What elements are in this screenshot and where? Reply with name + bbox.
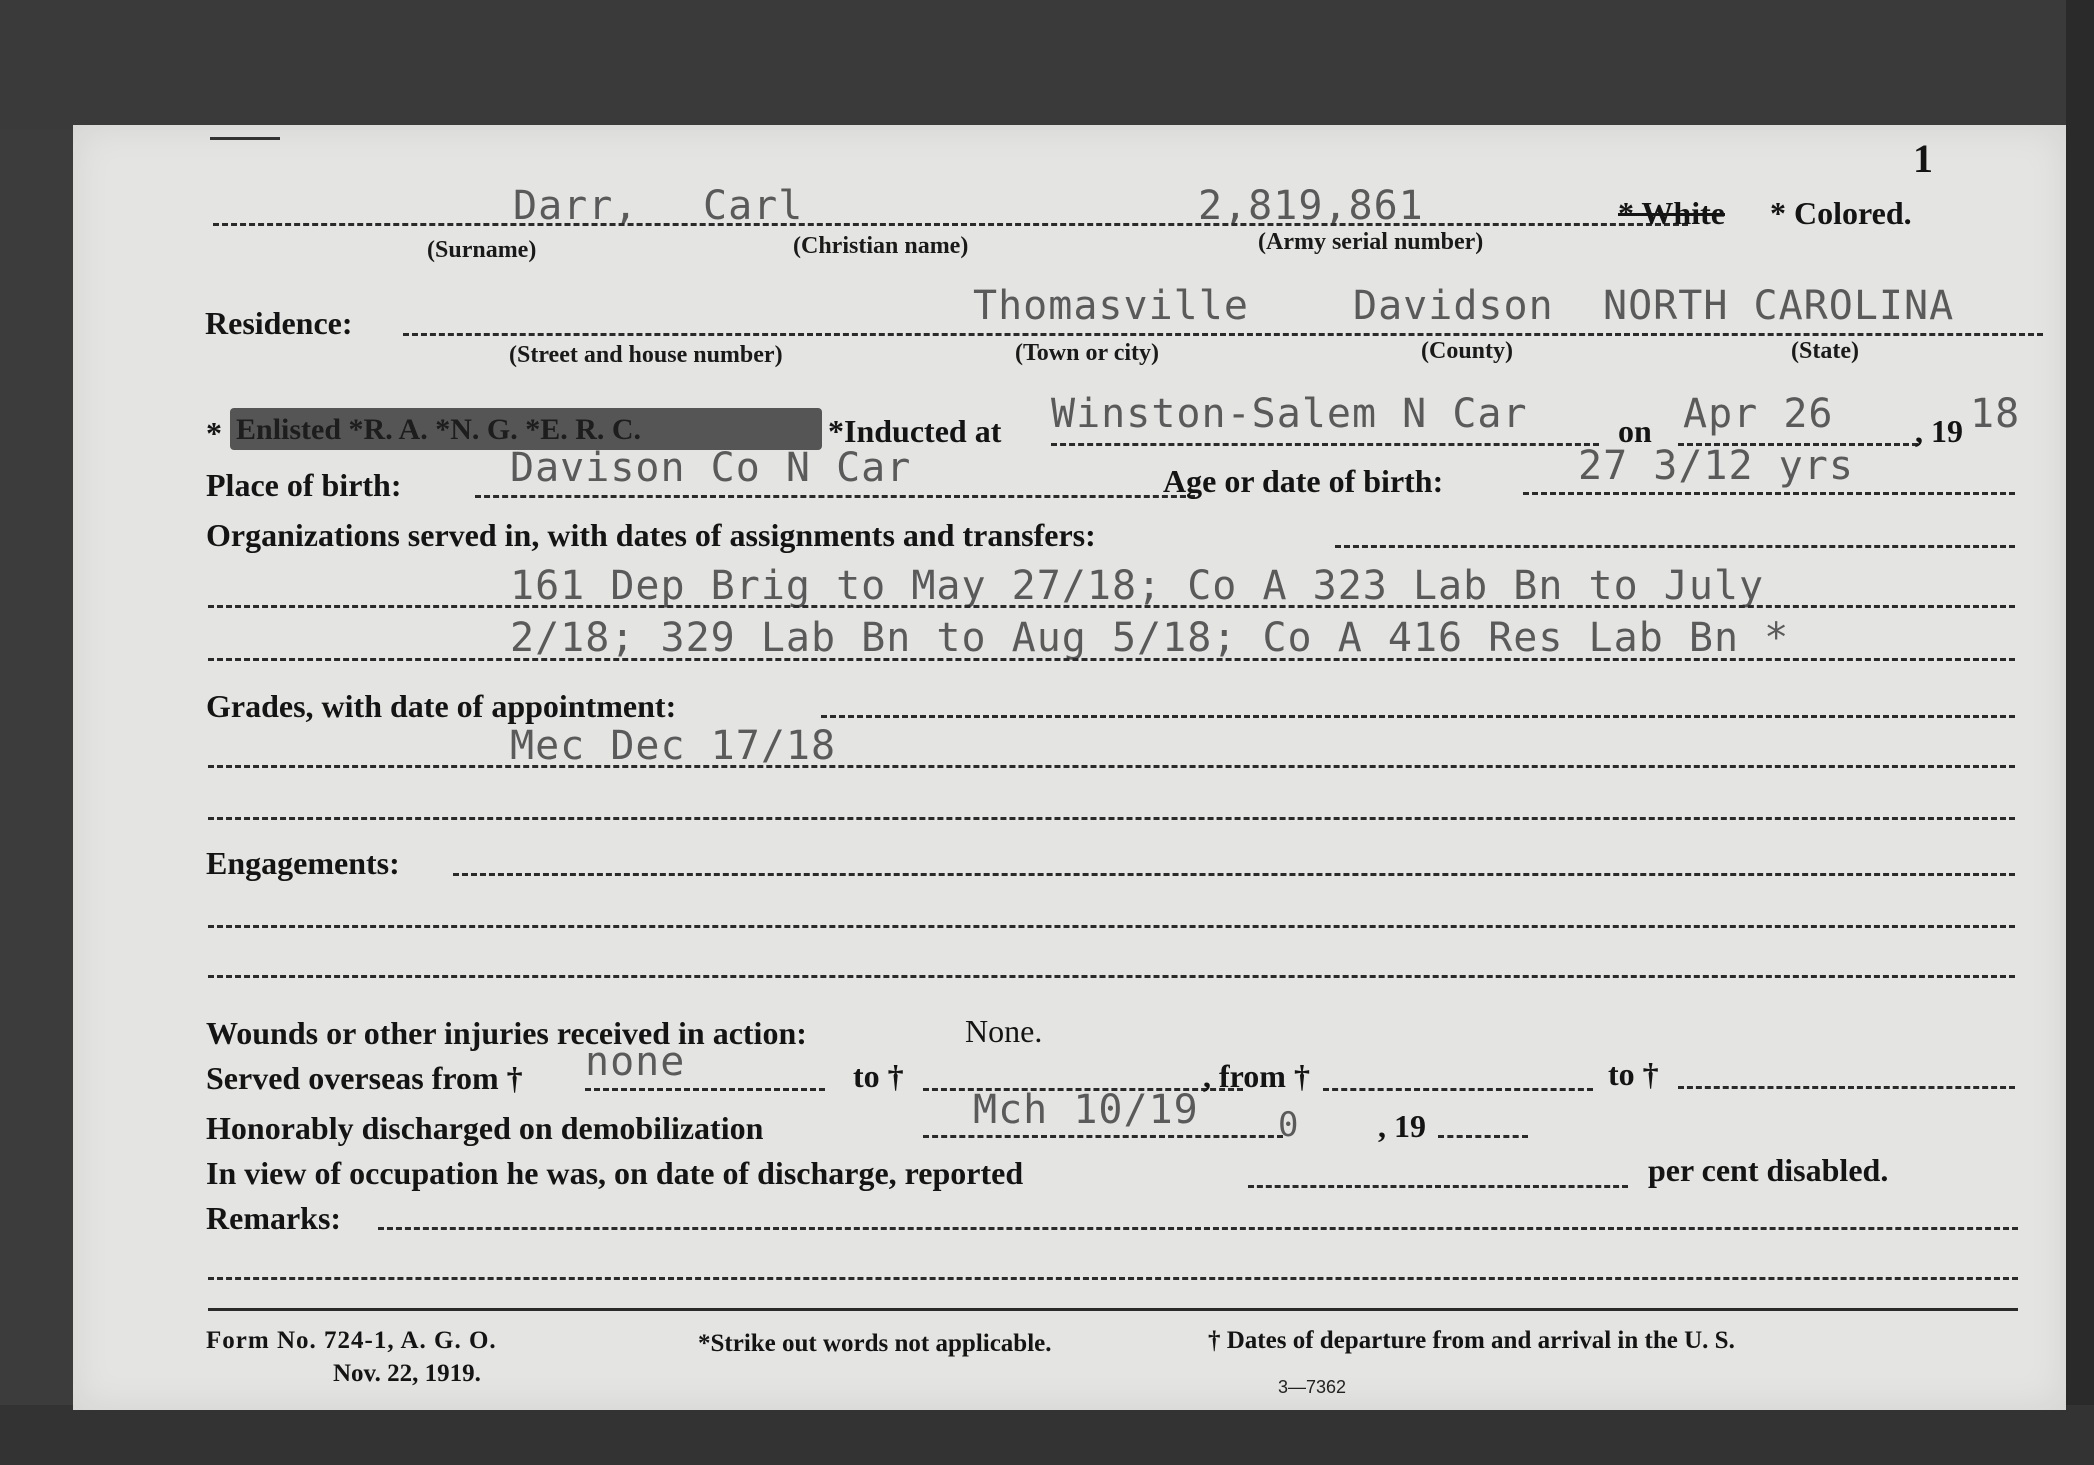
white-label: * White — [1618, 195, 1725, 231]
organizations-line-2 — [208, 658, 2015, 661]
county-value: Davidson — [1353, 283, 1554, 329]
surname-caption: (Surname) — [427, 237, 537, 263]
inducted-label: *Inducted at — [828, 413, 1002, 449]
county-caption: (County) — [1421, 338, 1514, 364]
remarks-label: Remarks: — [206, 1200, 342, 1236]
serial-number-value: 2,819,861 — [1198, 183, 1424, 229]
state-caption: (State) — [1791, 338, 1859, 364]
place-of-birth-label: Place of birth: — [206, 467, 402, 503]
place-of-birth-value: Davison Co N Car — [510, 445, 912, 491]
induction-date-value: Apr 26 — [1683, 391, 1834, 437]
street-caption: (Street and house number) — [509, 342, 783, 368]
engagements-line-1 — [208, 925, 2015, 928]
strike-note: *Strike out words not applicable. — [698, 1330, 1052, 1357]
place-of-birth-line — [475, 495, 1195, 498]
age-line — [1523, 492, 2015, 495]
overseas-from2-label: , from † — [1203, 1058, 1310, 1094]
discharge-mark: 0 — [1278, 1105, 1300, 1145]
scanner-background-right — [2066, 0, 2094, 1465]
disability-suffix: per cent disabled. — [1648, 1152, 1889, 1188]
form-date: Nov. 22, 1919. — [333, 1360, 481, 1387]
print-code: 3—7362 — [1278, 1377, 1347, 1397]
overseas-from2-line — [1323, 1088, 1593, 1091]
inducted-place-line — [1051, 443, 1599, 446]
age-value: 27 3/12 yrs — [1578, 443, 1854, 489]
organizations-line-1-value: 161 Dep Brig to May 27/18; Co A 323 Lab Bn to July — [510, 563, 1765, 609]
form-number: Form No. 724-1, A. G. O. — [206, 1327, 497, 1354]
state-value: NORTH CAROLINA — [1603, 283, 1955, 329]
card-number: 1 — [1913, 136, 1933, 181]
discharge-date-value: Mch 10/19 — [973, 1087, 1199, 1133]
christian-name-value: Carl — [703, 183, 804, 229]
town-value: Thomasville — [973, 283, 1249, 329]
overseas-to-label: to † — [853, 1058, 904, 1094]
colored-label: * Colored. — [1770, 195, 1912, 231]
surname-value: Darr, — [513, 183, 639, 229]
residence-label: Residence: — [205, 305, 353, 341]
disability-line — [1248, 1185, 1628, 1188]
age-label: Age or date of birth: — [1163, 463, 1444, 499]
discharge-year-line — [1438, 1135, 1528, 1138]
residence-line — [403, 333, 2043, 336]
induction-star: * — [206, 415, 222, 451]
induction-year-value: 18 — [1970, 391, 2021, 437]
scanner-background-bottom — [0, 1405, 2094, 1465]
engagements-line-0 — [453, 873, 2015, 876]
engagements-label: Engagements: — [206, 845, 400, 881]
discharge-year-label: , 19 — [1378, 1108, 1426, 1144]
overseas-to2-label: to † — [1608, 1056, 1659, 1092]
remarks-line-1 — [208, 1277, 2018, 1280]
discharge-line — [923, 1135, 1283, 1138]
grades-line-1 — [208, 765, 2015, 768]
organizations-line-0 — [1335, 545, 2015, 548]
overseas-label: Served overseas from † — [206, 1060, 523, 1096]
footer-rule — [208, 1308, 2018, 1311]
overseas-from-line — [585, 1088, 825, 1091]
disability-label: In view of occupation he was, on date of discharge, reported — [206, 1155, 1024, 1191]
grades-line-2 — [208, 817, 2015, 820]
wounds-value: None. — [965, 1013, 1043, 1049]
discharge-label: Honorably discharged on demobilization — [206, 1110, 764, 1146]
organizations-label: Organizations served in, with dates of assignments and transfers: — [206, 517, 1096, 553]
organizations-line-1 — [208, 605, 2015, 608]
name-line — [213, 223, 1688, 226]
grades-value: Mec Dec 17/18 — [510, 723, 837, 769]
inducted-place-value: Winston-Salem N Car — [1051, 391, 1528, 437]
enlisted-options: Enlisted *R. A. *N. G. *E. R. C. — [236, 413, 642, 446]
year-prefix: , 19 — [1915, 413, 1963, 449]
engagements-line-2 — [208, 975, 2015, 978]
grades-line-0 — [821, 715, 2015, 718]
town-caption: (Town or city) — [1015, 340, 1159, 366]
christian-name-caption: (Christian name) — [793, 233, 969, 259]
overseas-from-value: none — [585, 1039, 686, 1085]
grades-label: Grades, with date of appointment: — [206, 688, 677, 724]
serial-number-caption: (Army serial number) — [1258, 229, 1484, 255]
organizations-line-2-value: 2/18; 329 Lab Bn to Aug 5/18; Co A 416 Res Lab Bn * — [510, 615, 1790, 661]
corner-mark — [210, 137, 280, 140]
overseas-to2-line — [1678, 1086, 2015, 1089]
scanner-background-top — [0, 0, 2094, 130]
remarks-line-0 — [378, 1227, 2018, 1230]
dates-note: † Dates of departure from and arrival in the U. S. — [1208, 1327, 1735, 1354]
wounds-label: Wounds or other injuries received in action: — [206, 1015, 807, 1051]
on-label: on — [1618, 413, 1652, 449]
draft-record-card — [73, 125, 2066, 1410]
